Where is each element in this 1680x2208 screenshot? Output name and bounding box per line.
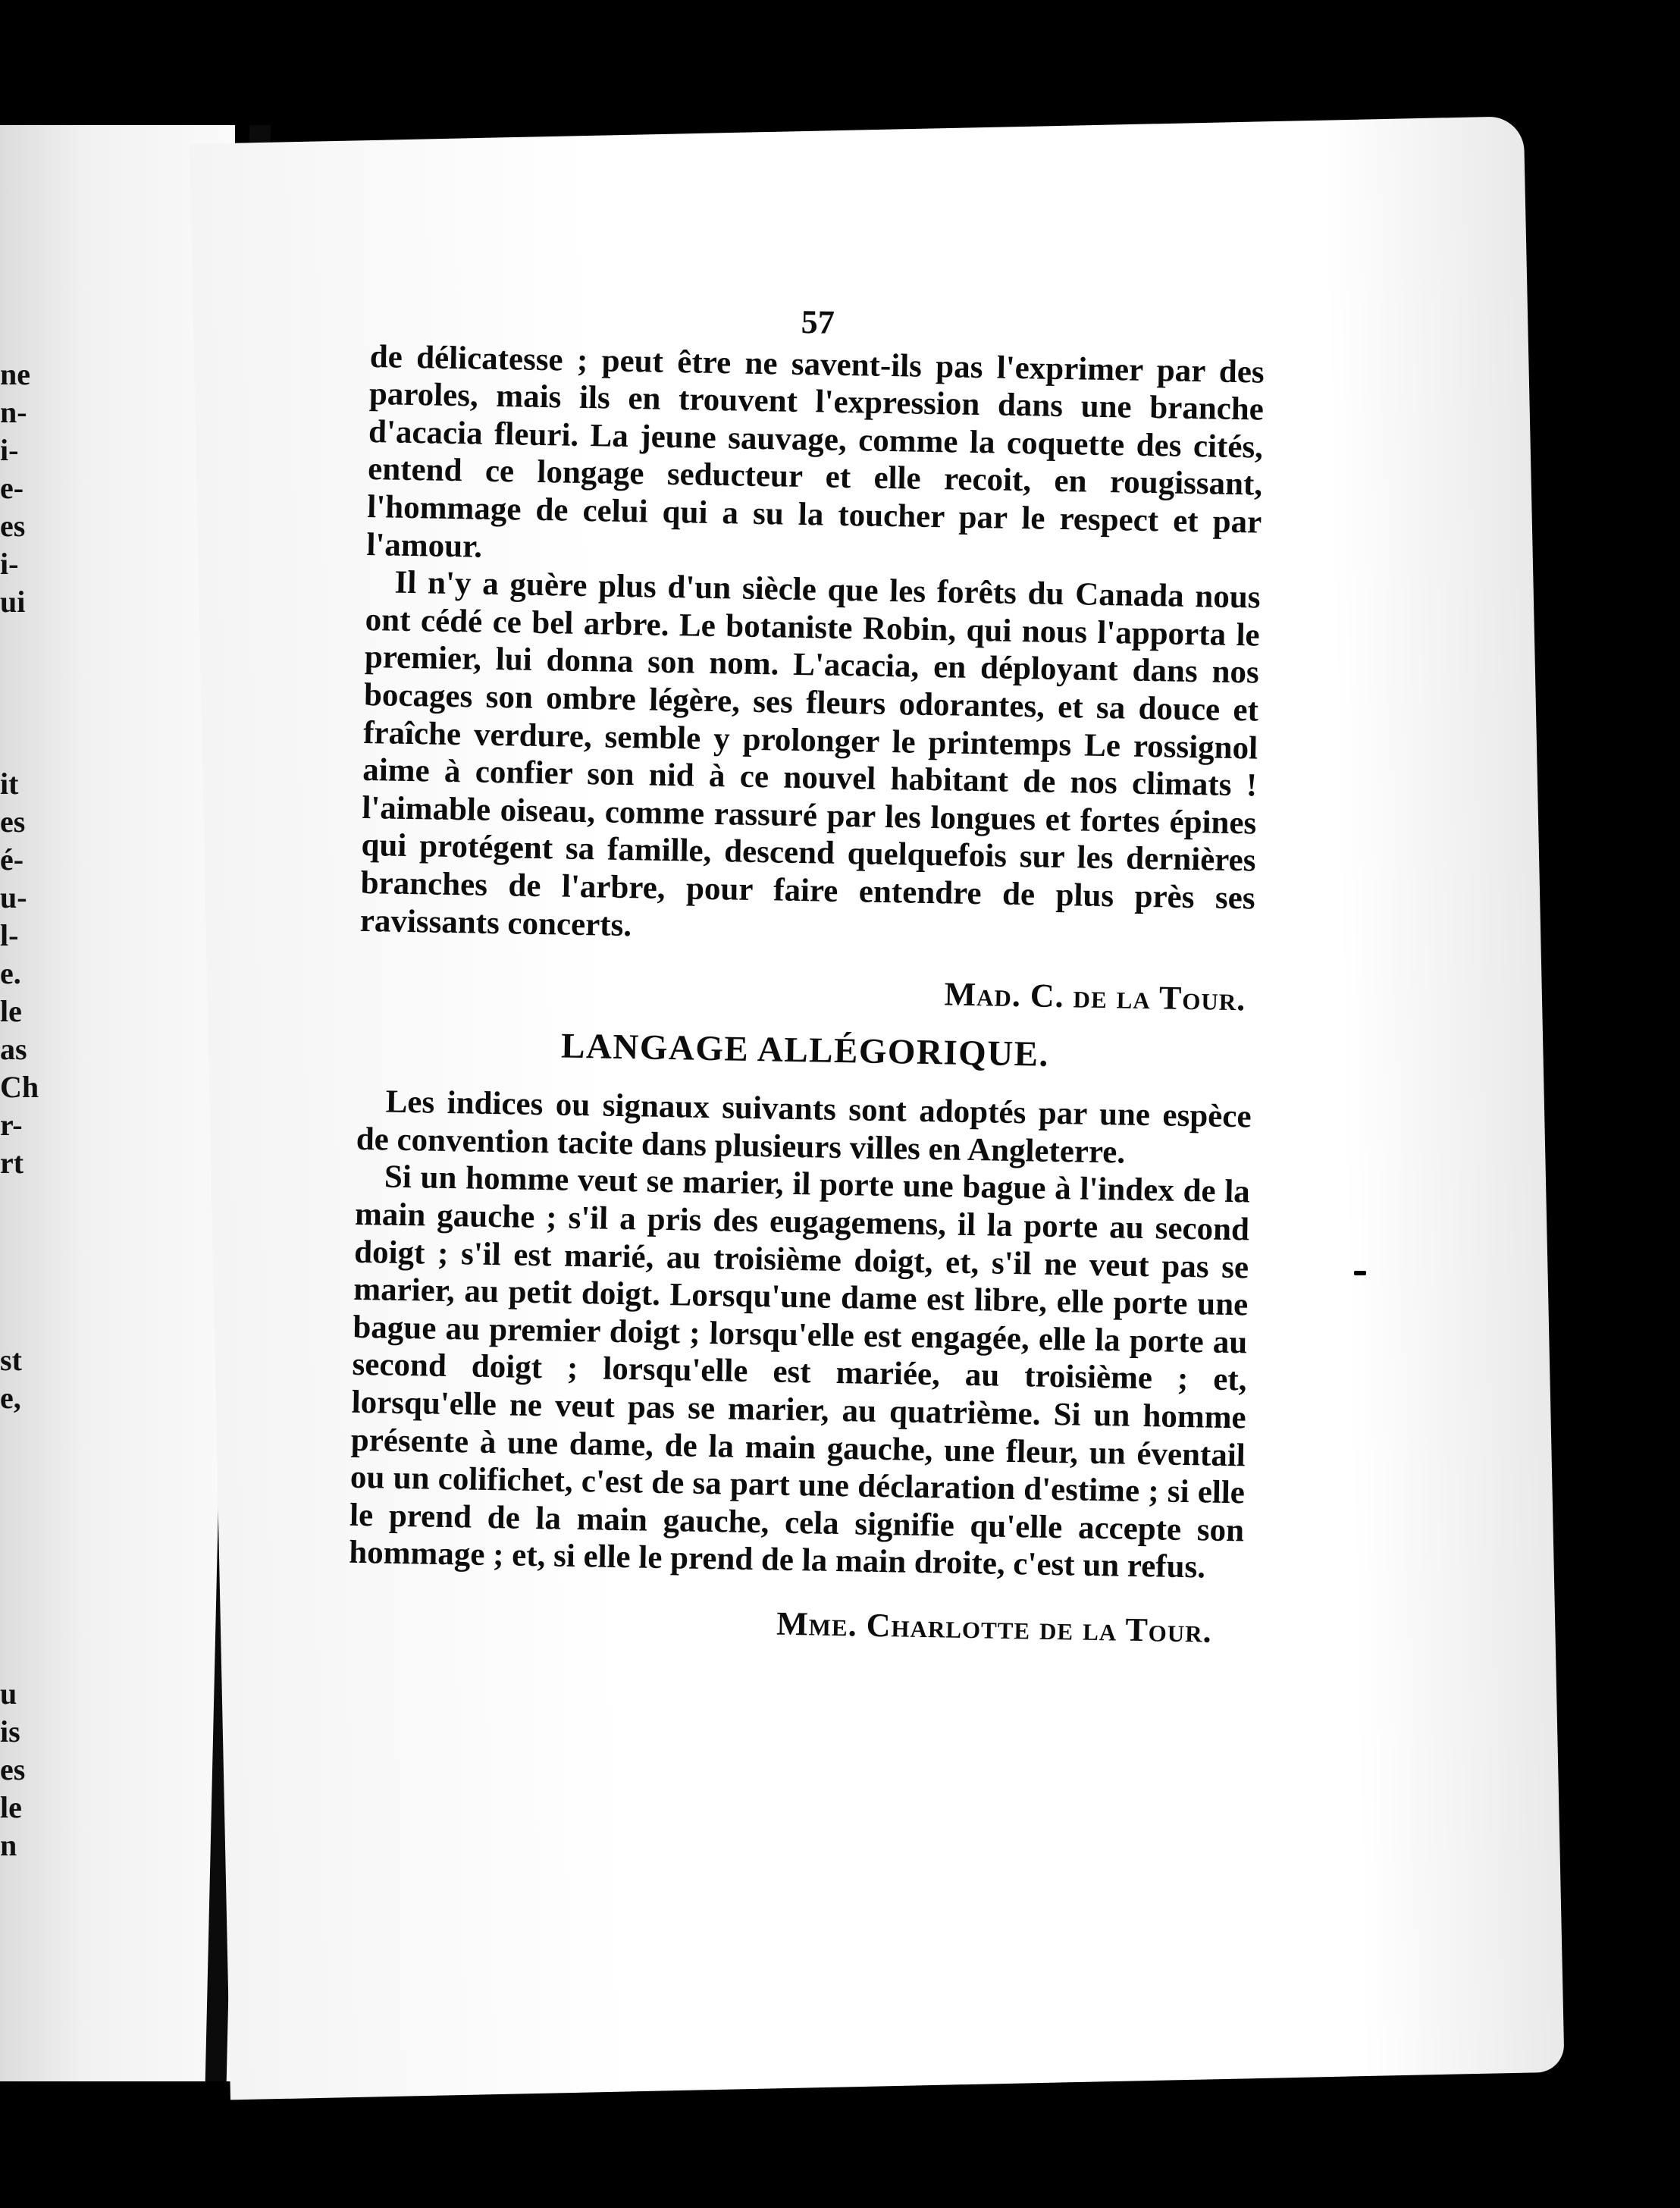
paragraph-ring-signals: Si un homme veut se marier, il porte une bague à l'index de la main gauche ; s'il a pris des eugagemens, il la porte au second doigt ; s'il est marié, au troisième doigt, et, s'il ne veut pas se marier, au petit doigt. Lorsqu'une dame est libre, elle porte une bague au premier doigt ; lorsqu'elle est engagée, elle la porte au second doigt ; lorsqu'elle est mariée, au troisième ; et, lorsqu'elle ne veut pas se marier, au quatrième. Si un homme présente à une dame, de la main gauche, une fleur, un éventail ou un colifichet, c'est de sa part une déclaration d'estime ; si elle le prend de la main gauche, cela signifie qu'elle accepte son hommage ; et, si elle le prend de la main droite, c'est un refus. xyxy=(348,1159,1251,1585)
left-page-fragment: is xyxy=(0,1714,20,1749)
left-page-fragment: Ch xyxy=(0,1070,39,1104)
left-page-fragment: e, xyxy=(0,1381,21,1415)
page-number: 57 xyxy=(801,303,835,341)
ink-speck xyxy=(1354,1271,1366,1275)
left-page-fragment: é- xyxy=(0,842,24,877)
left-page-fragment: u- xyxy=(0,880,27,914)
left-page-fragment: ne xyxy=(0,357,30,391)
left-page-fragment: n xyxy=(0,1828,17,1862)
left-page-fragment: e. xyxy=(0,956,21,990)
left-page-fragment: es xyxy=(0,1752,26,1786)
left-page-fragment: es xyxy=(0,509,26,543)
paragraph-signals-intro: Les indices ou signaux suivants sont adoptés par une espèce de convention tacite dans plusieurs villes en Angleterre. xyxy=(356,1084,1252,1171)
paragraph-acacia-end: de délicatesse ; peut être ne savent-ils pas l'exprimer par des paroles, mais ils en trouvent l'expression dans une branche d'acacia fleuri. La jeune sauvage, comme la coquette des cités, entend ce longage seducteur et elle recoit, en rougissant, l'hommage de celui qui a su la toucher par le respect et par l'amour. xyxy=(366,338,1265,565)
ink-speck xyxy=(17,96,20,99)
left-page-fragment: e- xyxy=(0,471,24,505)
left-page-fragment: le xyxy=(0,1790,22,1824)
left-page-fragment: i- xyxy=(0,433,19,467)
left-page-fragment: le xyxy=(0,994,22,1028)
right-page xyxy=(190,116,1565,2100)
signature-charlotte-de-la-tour: Mme. Charlotte de la Tour. xyxy=(776,1604,1213,1650)
left-page-fragment: es xyxy=(0,804,26,839)
left-page-fragment: n- xyxy=(0,395,27,429)
paragraph-acacia-history: Il n'y a guère plus d'un siècle que les forêts du Canada nous ont cédé ce bel arbre. Le botaniste Robin, qui nous l'apporta le premier, lui donna son nom. L'acacia, en déployant dans nos bocages son ombre légère, ses fleurs odorantes, et sa douce et fraîche verdure, semble y prolonger le printemps Le rossignol aime à confier son nid à ce nouvel habitant de nos climats ! l'aimable oiseau, comme rassuré par les longues et fortes épines qui protégent sa famille, descend quelquefois sur les dernières branches de l'arbre, pour faire entendre de plus près ses ravissants concerts. xyxy=(359,564,1261,943)
left-page-fragment: as xyxy=(0,1032,27,1066)
left-page-fragment: ui xyxy=(0,585,26,619)
left-page-fragment: r- xyxy=(0,1108,23,1142)
left-page-fragment: it xyxy=(0,767,19,801)
signature-mad-de-la-tour: Mad. C. de la Tour. xyxy=(944,975,1246,1018)
left-page-fragment: l- xyxy=(0,918,19,952)
left-page-fragment: u xyxy=(0,1676,17,1711)
section-heading: LANGAGE ALLÉGORIQUE. xyxy=(560,1026,1050,1074)
page-text xyxy=(347,296,1265,1651)
left-page-fragment: rt xyxy=(0,1146,24,1180)
left-page-fragment: st xyxy=(0,1343,22,1377)
left-page-fragment: i- xyxy=(0,547,19,581)
